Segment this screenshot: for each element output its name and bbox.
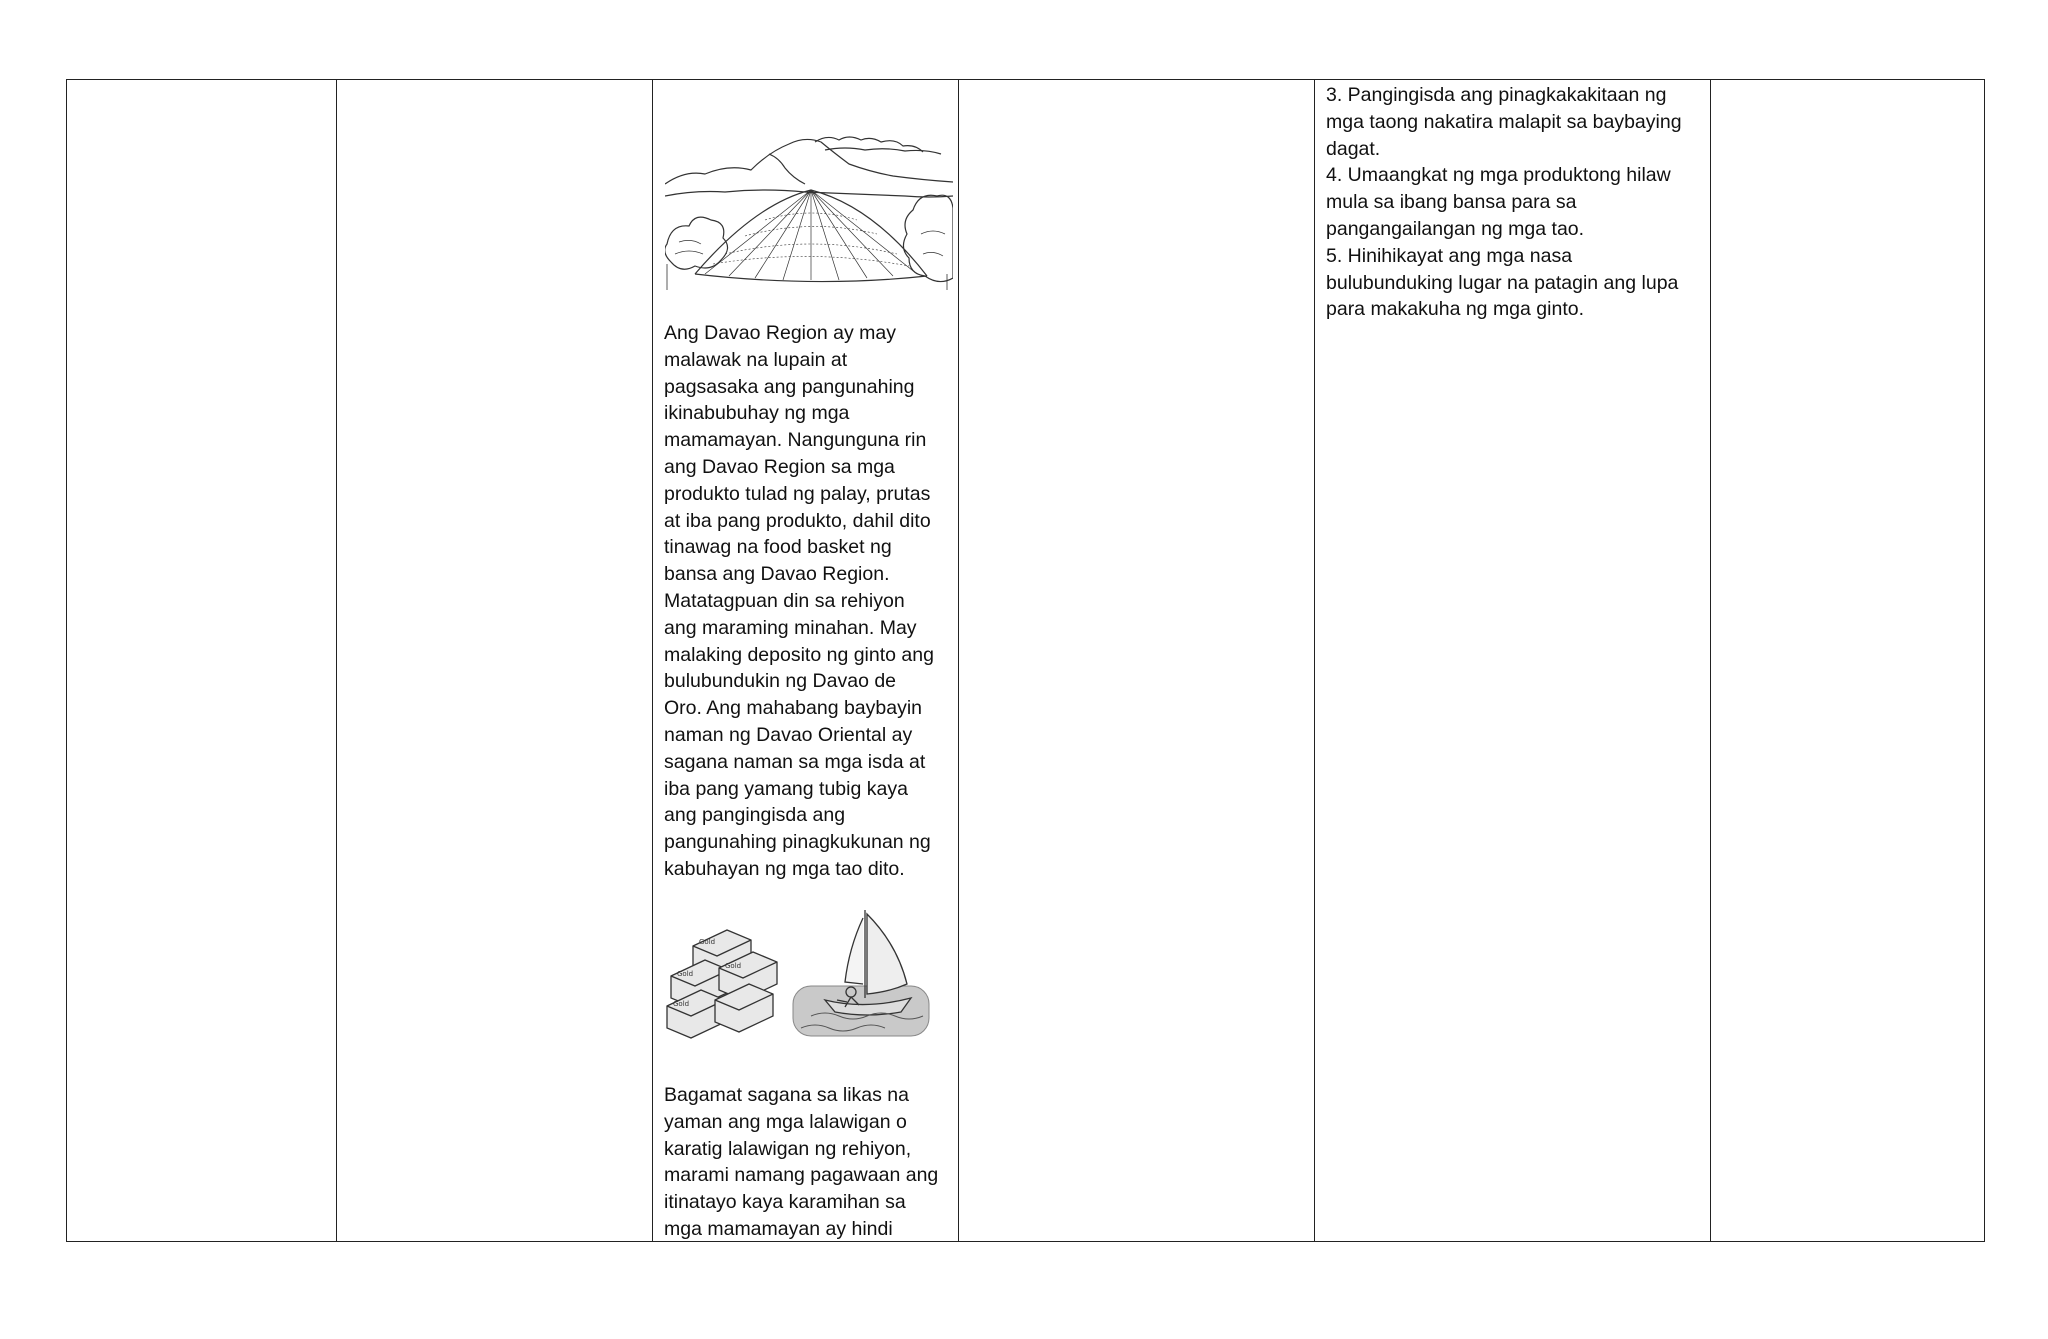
fishing-boat-illustration [791, 906, 931, 1046]
table-column-3 [653, 80, 959, 1241]
farm-landscape-illustration [665, 114, 953, 290]
table-column-6 [1711, 80, 1986, 1241]
table-column-1 [67, 80, 337, 1241]
lesson-table [66, 79, 1985, 1242]
crate-label: Gold [677, 970, 694, 978]
table-column-4 [959, 80, 1315, 1241]
numbered-statements-list: 3. Pangingisda ang pinagkakakitaan ng mga taong nakatira malapit sa baybaying dagat. 4. Umaangkat ng mga produktong hilaw mula sa ibang bansa para sa pangangailangan ng mga tao. 5. Hinihikayat ang mga nasa bulubunduking lugar na patagin ang lupa para makakuha ng mga ginto. [1326, 84, 1682, 321]
crate-label: Gold [699, 938, 716, 946]
table-column-2 [337, 80, 653, 1241]
crate-label: Gold [673, 1000, 690, 1008]
table-column-5 [1315, 80, 1711, 1241]
region-description-paragraph: Ang Davao Region ay may malawak na lupain at pagsasaka ang pangunahing ikinabubuhay ng mga mamamayan. Nangunguna rin ang Davao Region sa mga produkto tulad ng palay, prutas at iba pang produkto, dahil dito tinawag na food basket ng bansa ang Davao Region. Matatagpuan din sa rehiyon ang maraming minahan. May malaking deposito ng ginto ang bulubundukin ng Davao de Oro. Ang mahabang baybayin naman ng Davao Oriental ay sagana naman sa mga isda at iba pang yamang tubig kaya ang pangingisda ang pangunahing pinagkukunan ng kabuhayan ng mga tao dito. [664, 322, 934, 880]
region-description-paragraph-continued: Bagamat sagana sa likas na yaman ang mga lalawigan o karatig lalawigan ng rehiyon, marami namang pagawaan ang itinatayo kaya karamihan sa mga mamamayan ay hindi [664, 1084, 939, 1240]
stacked-crates-illustration [663, 906, 781, 1046]
crate-label: Gold [725, 962, 742, 970]
